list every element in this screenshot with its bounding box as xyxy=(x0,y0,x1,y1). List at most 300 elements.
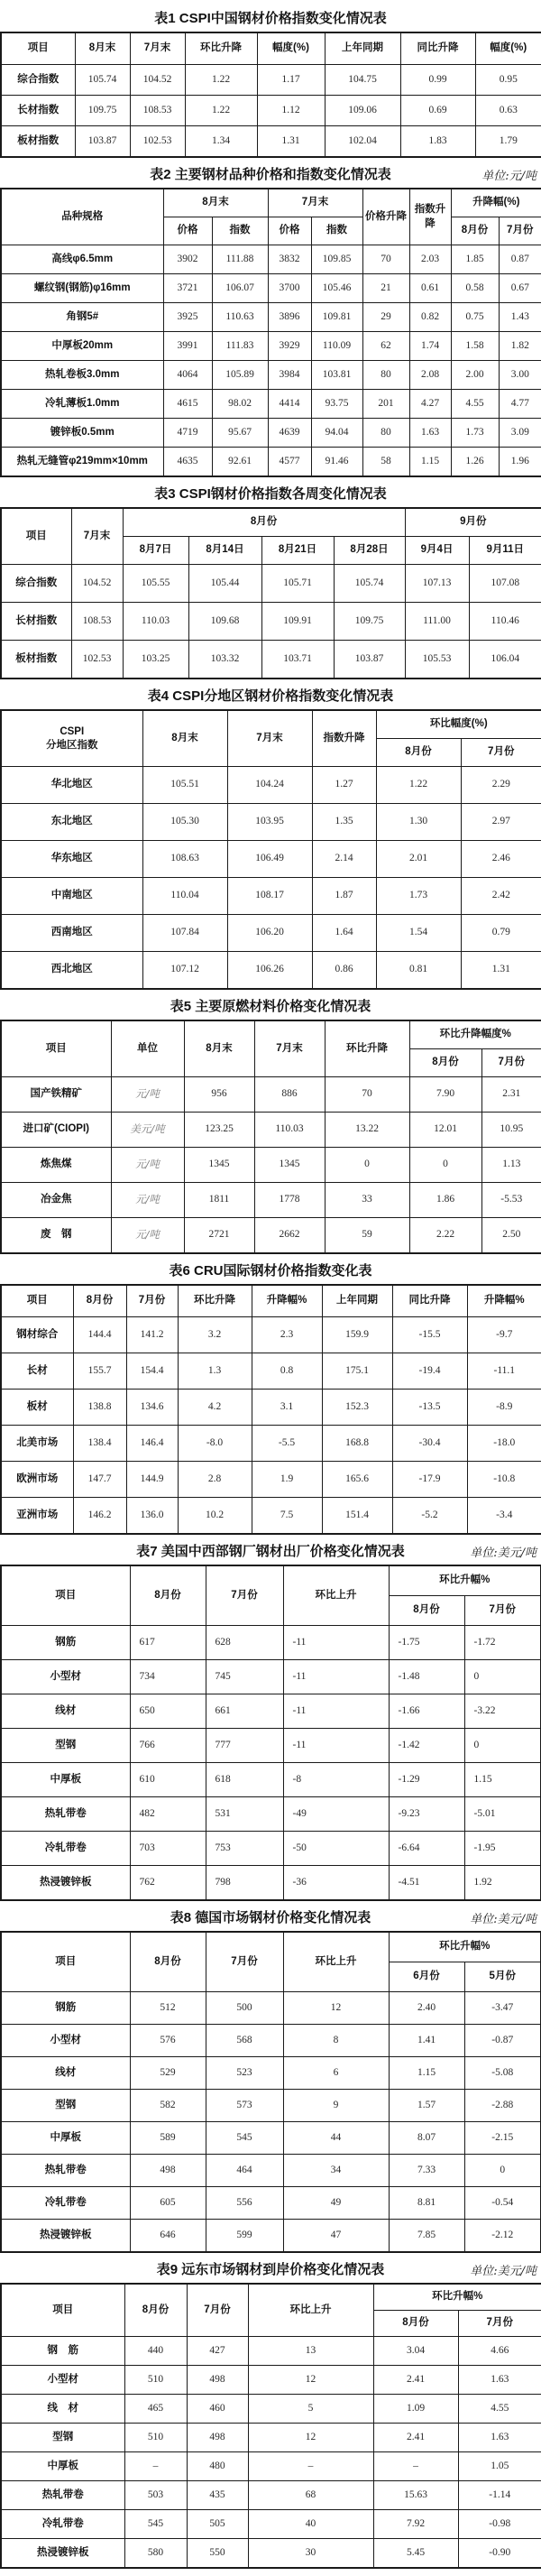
cell: 545 xyxy=(206,2122,283,2155)
cell: 105.74 xyxy=(75,65,130,96)
cell: 2.03 xyxy=(409,245,451,274)
col-header: 指数 xyxy=(212,217,268,245)
cell: 105.30 xyxy=(142,804,227,841)
table-row xyxy=(1,96,541,126)
cell: 0.81 xyxy=(376,952,461,990)
col-header: 品种规格 xyxy=(1,189,163,245)
col-header: 升降幅% xyxy=(467,1285,541,1317)
col-header: 指数升降 xyxy=(409,189,451,245)
cell: -0.54 xyxy=(464,2187,541,2220)
col-header: 7月末 xyxy=(254,1020,325,1077)
cell: 10.2 xyxy=(178,1498,252,1535)
cell: 599 xyxy=(206,2220,283,2253)
table-row xyxy=(1,2122,541,2155)
cell: -11 xyxy=(283,1694,389,1729)
cell: 106.20 xyxy=(227,915,312,952)
row-label: 线材 xyxy=(1,2057,130,2090)
cell: 505 xyxy=(187,2510,248,2539)
col-header: 项目 xyxy=(1,1565,130,1626)
cell: 93.75 xyxy=(311,390,362,419)
cell: -1.29 xyxy=(389,1763,464,1797)
col-header: 6月份 xyxy=(389,1962,464,1992)
table-row xyxy=(1,641,541,679)
cell: 110.46 xyxy=(469,603,541,641)
table8-caption xyxy=(0,1901,541,1931)
col-header: 项目 xyxy=(1,1932,130,1992)
cell: 1.83 xyxy=(400,126,475,158)
row-label: 长材指数 xyxy=(1,603,71,641)
cell: 0.8 xyxy=(252,1353,322,1390)
cell: 175.1 xyxy=(322,1353,392,1390)
col-header: 7月末 xyxy=(227,710,312,767)
col-header: 8月份 xyxy=(130,1932,206,1992)
cell: 582 xyxy=(130,2090,206,2122)
cell: 1.86 xyxy=(409,1183,481,1218)
col-header: 8月份 xyxy=(409,1049,481,1077)
cell: 144.4 xyxy=(73,1317,126,1353)
row-label: 线材 xyxy=(1,1694,130,1729)
cell: 798 xyxy=(206,1866,283,1901)
cell: 3832 xyxy=(268,245,311,274)
table4-section xyxy=(0,679,541,990)
col-header: 8月份 xyxy=(451,217,499,245)
cell: 107.12 xyxy=(142,952,227,990)
cell: 108.53 xyxy=(130,96,185,126)
cell: 102.04 xyxy=(325,126,400,158)
cell: 1.96 xyxy=(499,448,541,477)
cell: 2.50 xyxy=(481,1218,541,1254)
table-row xyxy=(1,767,541,804)
col-header: 幅度(%) xyxy=(257,32,325,65)
table3-caption xyxy=(0,477,541,507)
cell: 605 xyxy=(130,2187,206,2220)
cell: 49 xyxy=(283,2187,389,2220)
cell: 2.8 xyxy=(178,1462,252,1498)
table-row xyxy=(1,2337,541,2366)
table2-product-prices xyxy=(0,188,541,477)
col-header: 7月末 xyxy=(268,189,362,217)
table-row xyxy=(1,952,541,990)
table6-cru-international xyxy=(0,1284,541,1535)
cell: 47 xyxy=(283,2220,389,2253)
cell: 111.83 xyxy=(212,332,268,361)
cell: – xyxy=(373,2452,458,2481)
cell: 545 xyxy=(124,2510,187,2539)
row-label: 螺纹钢(钢筋)φ16mm xyxy=(1,274,163,303)
table-row xyxy=(1,2481,541,2510)
table2-section xyxy=(0,158,541,477)
cell: 106.49 xyxy=(227,841,312,878)
cell: 529 xyxy=(130,2057,206,2090)
table-row xyxy=(1,303,541,332)
row-label: 长材指数 xyxy=(1,96,75,126)
table-row xyxy=(1,2366,541,2395)
row-label: 钢 筋 xyxy=(1,2337,124,2366)
row-label: 亚洲市场 xyxy=(1,1498,73,1535)
col-header: 同比升降 xyxy=(392,1285,467,1317)
col-header: 项目 xyxy=(1,32,75,65)
col-header: 8月21日 xyxy=(261,537,334,565)
col-header: 7月份 xyxy=(187,2284,248,2337)
col-header: 项目 xyxy=(1,508,71,565)
cell: -1.75 xyxy=(389,1626,464,1660)
col-header: 8月份 xyxy=(373,2311,458,2337)
cell: 105.89 xyxy=(212,361,268,390)
cell: 1811 xyxy=(184,1183,254,1218)
cell: 154.4 xyxy=(126,1353,178,1390)
cell: 2.14 xyxy=(312,841,376,878)
table9-caption xyxy=(0,2253,541,2283)
table2-caption xyxy=(0,158,541,188)
cell: -1.95 xyxy=(464,1832,541,1866)
cell: -9.23 xyxy=(389,1797,464,1832)
cell: 1.22 xyxy=(185,96,257,126)
cell: 147.7 xyxy=(73,1462,126,1498)
col-header: 升降幅(%) xyxy=(451,189,541,217)
table-row xyxy=(1,1626,541,1660)
cell: 70 xyxy=(325,1077,409,1113)
cell: -5.53 xyxy=(481,1183,541,1218)
row-label: 型钢 xyxy=(1,1729,130,1763)
cell: 2.22 xyxy=(409,1218,481,1254)
cell: 480 xyxy=(187,2452,248,2481)
cell: – xyxy=(248,2452,373,2481)
cell: 2.40 xyxy=(389,1992,464,2025)
cell: 1345 xyxy=(184,1148,254,1183)
cell: -19.4 xyxy=(392,1353,467,1390)
row-label: 西南地区 xyxy=(1,915,142,952)
cell: 1.64 xyxy=(312,915,376,952)
cell: 111.88 xyxy=(212,245,268,274)
table3-section xyxy=(0,477,541,679)
cell: 3.00 xyxy=(499,361,541,390)
table-row xyxy=(1,419,541,448)
col-header: 7月份 xyxy=(499,217,541,245)
cell: 0.61 xyxy=(409,274,451,303)
row-label: 中厚板 xyxy=(1,2452,124,2481)
cell: 1.27 xyxy=(312,767,376,804)
cell: 1.13 xyxy=(481,1148,541,1183)
table1-caption xyxy=(0,2,541,32)
cell: 元/吨 xyxy=(111,1148,184,1183)
cell: 3929 xyxy=(268,332,311,361)
table8-unit: 单位:美元/吨 xyxy=(470,1913,536,1926)
cell: 1.22 xyxy=(376,767,461,804)
cell: -5.2 xyxy=(392,1498,467,1535)
cell: -8 xyxy=(283,1763,389,1797)
table-row xyxy=(1,565,541,603)
cell: 30 xyxy=(248,2539,373,2569)
cell: 2.42 xyxy=(461,878,541,915)
cell: 9 xyxy=(283,2090,389,2122)
cell: 3.04 xyxy=(373,2337,458,2366)
table3-body xyxy=(1,565,541,679)
cell: 110.63 xyxy=(212,303,268,332)
table7-us-midwest-prices xyxy=(0,1565,541,1901)
cell: 201 xyxy=(362,390,409,419)
row-label: 板材指数 xyxy=(1,641,71,679)
row-label: 进口矿(CIOPI) xyxy=(1,1113,111,1148)
cell: 498 xyxy=(130,2155,206,2187)
row-label: 板材指数 xyxy=(1,126,75,158)
cell: 103.87 xyxy=(75,126,130,158)
row-label: 热轧卷板3.0mm xyxy=(1,361,163,390)
col-header: 7月份 xyxy=(126,1285,178,1317)
cell: 3721 xyxy=(163,274,212,303)
cell: 427 xyxy=(187,2337,248,2366)
table-row xyxy=(1,2220,541,2253)
col-header-line2: 分地区指数 xyxy=(46,739,98,751)
cell: 1.73 xyxy=(376,878,461,915)
cell: 580 xyxy=(124,2539,187,2569)
cell: -2.15 xyxy=(464,2122,541,2155)
cell: 503 xyxy=(124,2481,187,2510)
table5-title: 表5 主要原燃材料价格变化情况表 xyxy=(170,999,371,1014)
col-header xyxy=(1,710,142,767)
cell: 105.71 xyxy=(261,565,334,603)
header-row xyxy=(1,1565,541,1596)
row-label: 热浸镀锌板 xyxy=(1,2539,124,2569)
header-row xyxy=(1,1020,541,1049)
col-header: 环比升幅% xyxy=(373,2284,541,2311)
cell: 510 xyxy=(124,2366,187,2395)
cell: 610 xyxy=(130,1763,206,1797)
cell: 0.95 xyxy=(475,65,541,96)
cell: 136.0 xyxy=(126,1498,178,1535)
col-header: 7月份 xyxy=(458,2311,541,2337)
cell: 435 xyxy=(187,2481,248,2510)
table-row xyxy=(1,1660,541,1694)
cell: 2.29 xyxy=(461,767,541,804)
col-header: 环比上升 xyxy=(283,1932,389,1992)
cell: 0 xyxy=(325,1148,409,1183)
cell: -1.48 xyxy=(389,1660,464,1694)
table-row xyxy=(1,390,541,419)
table-row xyxy=(1,1992,541,2025)
cell: 8.81 xyxy=(389,2187,464,2220)
cell: 753 xyxy=(206,1832,283,1866)
table-row xyxy=(1,1694,541,1729)
cell: 1.85 xyxy=(451,245,499,274)
cell: 3984 xyxy=(268,361,311,390)
cell: 2.41 xyxy=(373,2366,458,2395)
col-header: 8月28日 xyxy=(334,537,405,565)
row-label: 镀锌板0.5mm xyxy=(1,419,163,448)
row-label: 华东地区 xyxy=(1,841,142,878)
col-header: 8月末 xyxy=(163,189,268,217)
cell: 0.82 xyxy=(409,303,451,332)
table-row xyxy=(1,2057,541,2090)
row-label: 北美市场 xyxy=(1,1426,73,1462)
cell: 4.2 xyxy=(178,1390,252,1426)
cell: -2.88 xyxy=(464,2090,541,2122)
cell: 110.04 xyxy=(142,878,227,915)
table9-unit: 单位:美元/吨 xyxy=(470,2265,536,2278)
cell: 1.73 xyxy=(451,419,499,448)
cell: 12 xyxy=(248,2366,373,2395)
cell: 106.04 xyxy=(469,641,541,679)
row-label: 热轧带卷 xyxy=(1,2155,130,2187)
col-header: 价格升降 xyxy=(362,189,409,245)
cell: 104.24 xyxy=(227,767,312,804)
row-label: 钢材综合 xyxy=(1,1317,73,1353)
table4-title: 表4 CSPI分地区钢材价格指数变化情况表 xyxy=(147,688,394,704)
cell: 109.85 xyxy=(311,245,362,274)
cell: 4414 xyxy=(268,390,311,419)
cell: 2.3 xyxy=(252,1317,322,1353)
cell: 2721 xyxy=(184,1218,254,1254)
header-row xyxy=(1,508,541,537)
table2-body xyxy=(1,245,541,477)
cell: 1.74 xyxy=(409,332,451,361)
cell: 15.63 xyxy=(373,2481,458,2510)
cell: 3700 xyxy=(268,274,311,303)
cell: 1778 xyxy=(254,1183,325,1218)
cell: 498 xyxy=(187,2424,248,2452)
row-label: 小型材 xyxy=(1,1660,130,1694)
cell: -17.9 xyxy=(392,1462,467,1498)
cell: 1.15 xyxy=(389,2057,464,2090)
cell: 1.63 xyxy=(409,419,451,448)
cell: 159.9 xyxy=(322,1317,392,1353)
col-header: 同比升降 xyxy=(400,32,475,65)
cell: 106.07 xyxy=(212,274,268,303)
cell: 58 xyxy=(362,448,409,477)
col-header: 环比上升 xyxy=(283,1565,389,1626)
cell: 0.67 xyxy=(499,274,541,303)
cell: 1.58 xyxy=(451,332,499,361)
col-header: 环比升降幅度% xyxy=(409,1020,541,1049)
cell: 103.71 xyxy=(261,641,334,679)
cell: -1.72 xyxy=(464,1626,541,1660)
cell: 512 xyxy=(130,1992,206,2025)
table-row xyxy=(1,2424,541,2452)
row-label: 热轧带卷 xyxy=(1,2481,124,2510)
cell: 8 xyxy=(283,2025,389,2057)
col-header: 7月份 xyxy=(206,1932,283,1992)
cell: -11 xyxy=(283,1729,389,1763)
row-label: 中厚板20mm xyxy=(1,332,163,361)
cell: 12 xyxy=(283,1992,389,2025)
cell: 1.9 xyxy=(252,1462,322,1498)
cell: 568 xyxy=(206,2025,283,2057)
cell: 165.6 xyxy=(322,1462,392,1498)
col-header: 环比升降 xyxy=(325,1020,409,1077)
cell: -49 xyxy=(283,1797,389,1832)
cell: 105.44 xyxy=(188,565,261,603)
cell: 628 xyxy=(206,1626,283,1660)
cell: -5.08 xyxy=(464,2057,541,2090)
table-row xyxy=(1,1797,541,1832)
cell: 0 xyxy=(409,1148,481,1183)
row-label: 型钢 xyxy=(1,2090,130,2122)
cell: -2.12 xyxy=(464,2220,541,2253)
cell: 1.12 xyxy=(257,96,325,126)
cell: 110.03 xyxy=(123,603,188,641)
cell: -13.5 xyxy=(392,1390,467,1426)
table-row xyxy=(1,2090,541,2122)
cell: 103.95 xyxy=(227,804,312,841)
col-header: 幅度(%) xyxy=(475,32,541,65)
cell: 68 xyxy=(248,2481,373,2510)
cell: 576 xyxy=(130,2025,206,2057)
cell: 106.26 xyxy=(227,952,312,990)
row-label: 长材 xyxy=(1,1353,73,1390)
row-label: 中厚板 xyxy=(1,2122,130,2155)
table9-section xyxy=(0,2253,541,2569)
cell: 464 xyxy=(206,2155,283,2187)
cell: 2662 xyxy=(254,1218,325,1254)
col-header: 价格 xyxy=(163,217,212,245)
col-header: 8月份 xyxy=(130,1565,206,1626)
table-row xyxy=(1,361,541,390)
cell: 110.09 xyxy=(311,332,362,361)
cell: 510 xyxy=(124,2424,187,2452)
header-row xyxy=(1,1932,541,1962)
header-row xyxy=(1,189,541,217)
cell: 745 xyxy=(206,1660,283,1694)
cell: 109.75 xyxy=(334,603,405,641)
cell: 2.97 xyxy=(461,804,541,841)
cell: 3.1 xyxy=(252,1390,322,1426)
table-row xyxy=(1,804,541,841)
col-header: 价格 xyxy=(268,217,311,245)
cell: 138.4 xyxy=(73,1426,126,1462)
cell: 0.69 xyxy=(400,96,475,126)
cell: 0.63 xyxy=(475,96,541,126)
col-header: 8月末 xyxy=(75,32,130,65)
cell: 4.55 xyxy=(451,390,499,419)
table-row xyxy=(1,2025,541,2057)
cell: 7.90 xyxy=(409,1077,481,1113)
col-header: 环比上升 xyxy=(248,2284,373,2337)
cell: 108.53 xyxy=(71,603,123,641)
cell: 3.09 xyxy=(499,419,541,448)
cell: 886 xyxy=(254,1077,325,1113)
col-header: 9月份 xyxy=(405,508,541,537)
cell: 104.75 xyxy=(325,65,400,96)
row-label: 热浸镀锌板 xyxy=(1,2220,130,2253)
cell: 1.17 xyxy=(257,65,325,96)
table8-body xyxy=(1,1992,541,2253)
cell: 1.15 xyxy=(464,1763,541,1797)
cell: -1.42 xyxy=(389,1729,464,1763)
table-row xyxy=(1,65,541,96)
cell: 95.67 xyxy=(212,419,268,448)
cell: 4.27 xyxy=(409,390,451,419)
table-row xyxy=(1,1390,541,1426)
row-label: 角钢5# xyxy=(1,303,163,332)
table8-german-market-prices xyxy=(0,1931,541,2253)
cell: 6 xyxy=(283,2057,389,2090)
cell: 107.13 xyxy=(405,565,469,603)
cell: 1.3 xyxy=(178,1353,252,1390)
cell: 2.46 xyxy=(461,841,541,878)
table8-section xyxy=(0,1901,541,2253)
cell: 4639 xyxy=(268,419,311,448)
cell: 1.31 xyxy=(257,126,325,158)
header-row xyxy=(1,32,541,65)
table-row xyxy=(1,603,541,641)
cell: 1.63 xyxy=(458,2424,541,2452)
cell: 146.2 xyxy=(73,1498,126,1535)
cell: 3896 xyxy=(268,303,311,332)
table5-section xyxy=(0,990,541,1254)
cell: 108.63 xyxy=(142,841,227,878)
cell: 91.46 xyxy=(311,448,362,477)
table-row xyxy=(1,878,541,915)
cell: 111.00 xyxy=(405,603,469,641)
